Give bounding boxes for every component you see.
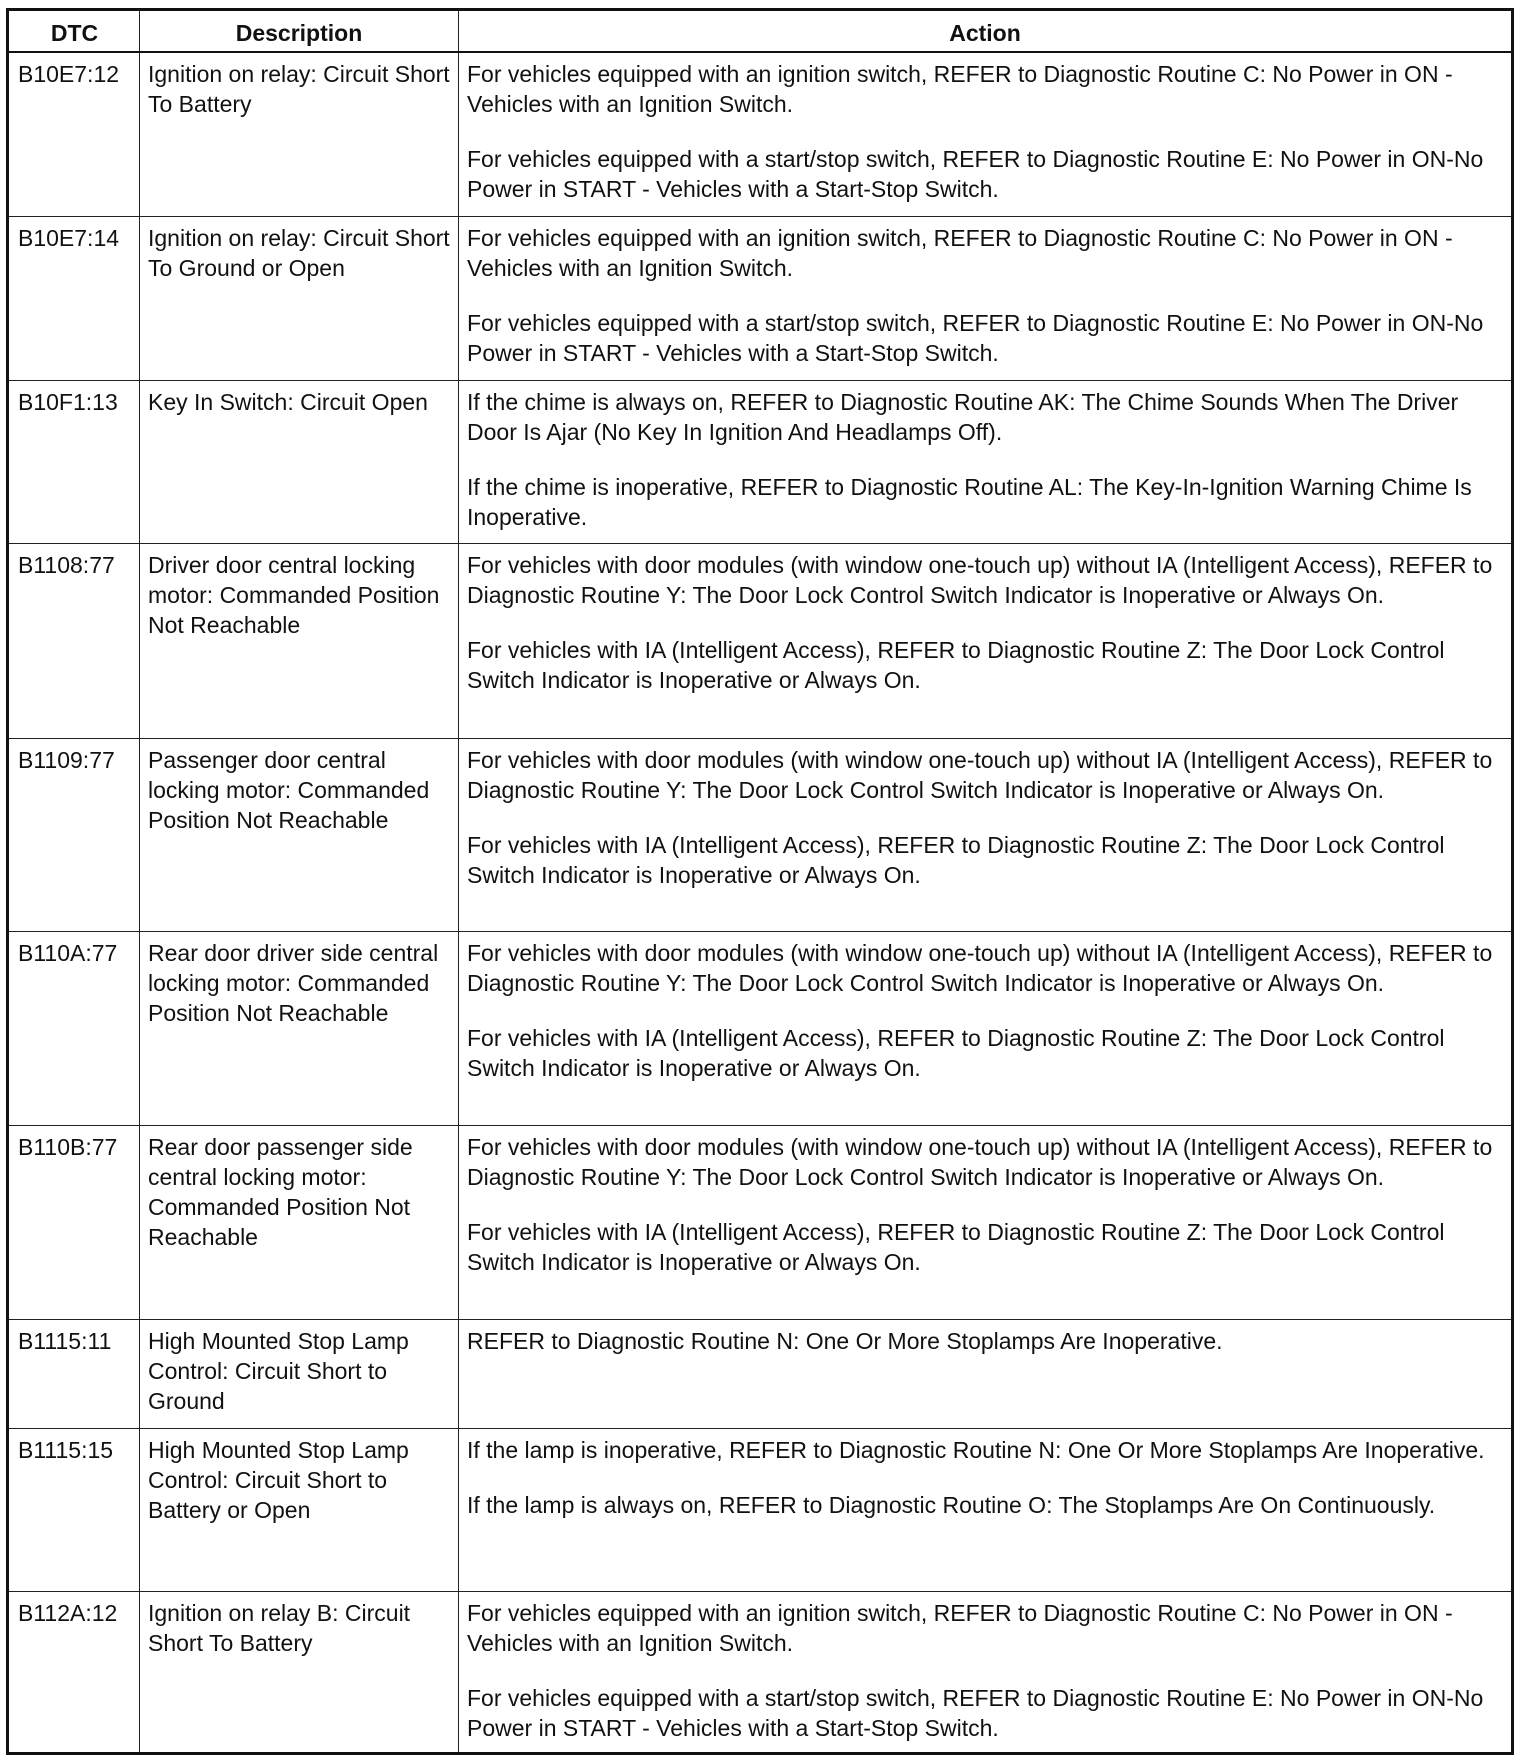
table-row bbox=[8, 216, 1513, 380]
dtc-code: B10E7:12 bbox=[8, 52, 140, 216]
header-dtc: DTC bbox=[8, 10, 140, 53]
action-paragraph: For vehicles equipped with a start/stop switch, REFER to Diagnostic Routine E: No Power in ON-No Power in START - Vehicles with a Start-Stop Switch. bbox=[467, 309, 1484, 366]
table-row bbox=[8, 52, 1513, 216]
action-paragraph: If the chime is always on, REFER to Diagnostic Routine AK: The Chime Sounds When The Driver Door Is Ajar (No Key In Ignition And Headlamps Off). bbox=[467, 388, 1459, 445]
dtc-code: B1115:15 bbox=[8, 1428, 140, 1591]
dtc-action bbox=[459, 1591, 1513, 1753]
dtc-action bbox=[459, 738, 1513, 931]
action-paragraph: For vehicles with IA (Intelligent Access), REFER to Diagnostic Routine Z: The Door Lock Control Switch Indicator is Inoperative or Always On. bbox=[467, 1218, 1445, 1275]
table-row bbox=[8, 543, 1513, 738]
action-paragraph: For vehicles with door modules (with window one-touch up) without IA (Intelligent Access), REFER to Diagnostic Routine Y: The Door Lock Control Switch Indicator is Inoperative or Always On. bbox=[467, 1133, 1493, 1190]
dtc-description: High Mounted Stop Lamp Control: Circuit Short to Battery or Open bbox=[140, 1428, 459, 1591]
dtc-description: Ignition on relay B: Circuit Short To Battery bbox=[140, 1591, 459, 1753]
dtc-code: B1115:11 bbox=[8, 1319, 140, 1428]
header-row bbox=[8, 10, 1513, 53]
dtc-action bbox=[459, 216, 1513, 380]
dtc-description: Ignition on relay: Circuit Short To Ground or Open bbox=[140, 216, 459, 380]
table-row bbox=[8, 1428, 1513, 1591]
action-paragraph: For vehicles with IA (Intelligent Access), REFER to Diagnostic Routine Z: The Door Lock Control Switch Indicator is Inoperative or Always On. bbox=[467, 831, 1445, 888]
dtc-code: B1108:77 bbox=[8, 543, 140, 738]
dtc-action bbox=[459, 543, 1513, 738]
table-row bbox=[8, 1125, 1513, 1319]
dtc-description: High Mounted Stop Lamp Control: Circuit Short to Ground bbox=[140, 1319, 459, 1428]
dtc-code: B10E7:14 bbox=[8, 216, 140, 380]
table-row bbox=[8, 1319, 1513, 1428]
action-paragraph: For vehicles with IA (Intelligent Access), REFER to Diagnostic Routine Z: The Door Lock Control Switch Indicator is Inoperative or Always On. bbox=[467, 1024, 1445, 1081]
dtc-code: B110A:77 bbox=[8, 931, 140, 1125]
action-paragraph: For vehicles equipped with a start/stop switch, REFER to Diagnostic Routine E: No Power in ON-No Power in START - Vehicles with a Start-Stop Switch. bbox=[467, 146, 1484, 202]
action-paragraph: For vehicles with door modules (with window one-touch up) without IA (Intelligent Access), REFER to Diagnostic Routine Y: The Door Lock Control Switch Indicator is Inoperative or Always On. bbox=[467, 939, 1493, 996]
action-paragraph: For vehicles with IA (Intelligent Access), REFER to Diagnostic Routine Z: The Door Lock Control Switch Indicator is Inoperative or Always On. bbox=[467, 636, 1445, 693]
dtc-code: B110B:77 bbox=[8, 1125, 140, 1319]
action-paragraph: For vehicles equipped with an ignition switch, REFER to Diagnostic Routine C: No Power in ON - Vehicles with an Ignition Switch. bbox=[467, 61, 1453, 117]
action-paragraph: For vehicles with door modules (with window one-touch up) without IA (Intelligent Access), REFER to Diagnostic Routine Y: The Door Lock Control Switch Indicator is Inoperative or Always On. bbox=[467, 746, 1493, 803]
dtc-code: B112A:12 bbox=[8, 1591, 140, 1753]
header-action: Action bbox=[459, 10, 1513, 53]
action-paragraph: REFER to Diagnostic Routine N: One Or More Stoplamps Are Inoperative. bbox=[467, 1327, 1223, 1354]
dtc-action bbox=[459, 1319, 1513, 1428]
action-paragraph: If the lamp is inoperative, REFER to Diagnostic Routine N: One Or More Stoplamps Are Inoperative. bbox=[467, 1436, 1485, 1463]
table-row bbox=[8, 380, 1513, 543]
dtc-action bbox=[459, 380, 1513, 543]
action-paragraph: If the chime is inoperative, REFER to Diagnostic Routine AL: The Key-In-Ignition Warning Chime Is Inoperative. bbox=[467, 473, 1472, 530]
action-paragraph: For vehicles with door modules (with window one-touch up) without IA (Intelligent Access), REFER to Diagnostic Routine Y: The Door Lock Control Switch Indicator is Inoperative or Always On. bbox=[467, 551, 1493, 608]
action-paragraph: If the lamp is always on, REFER to Diagnostic Routine O: The Stoplamps Are On Continuously. bbox=[467, 1491, 1436, 1518]
dtc-table bbox=[6, 8, 1514, 1755]
dtc-description: Driver door central locking motor: Commanded Position Not Reachable bbox=[140, 543, 459, 738]
action-paragraph: For vehicles equipped with an ignition switch, REFER to Diagnostic Routine C: No Power in ON - Vehicles with an Ignition Switch. bbox=[467, 224, 1453, 281]
action-paragraph: For vehicles equipped with a start/stop switch, REFER to Diagnostic Routine E: No Power in ON-No Power in START - Vehicles with a Start-Stop Switch. bbox=[467, 1684, 1484, 1741]
header-description: Description bbox=[140, 10, 459, 53]
dtc-action bbox=[459, 52, 1513, 216]
dtc-description: Rear door passenger side central locking motor: Commanded Position Not Reachable bbox=[140, 1125, 459, 1319]
action-paragraph: For vehicles equipped with an ignition switch, REFER to Diagnostic Routine C: No Power in ON - Vehicles with an Ignition Switch. bbox=[467, 1599, 1453, 1656]
dtc-description: Key In Switch: Circuit Open bbox=[140, 380, 459, 543]
dtc-description: Rear door driver side central locking motor: Commanded Position Not Reachable bbox=[140, 931, 459, 1125]
dtc-action bbox=[459, 1125, 1513, 1319]
dtc-code: B10F1:13 bbox=[8, 380, 140, 543]
dtc-description: Ignition on relay: Circuit Short To Battery bbox=[140, 52, 459, 216]
table-row bbox=[8, 738, 1513, 931]
dtc-code: B1109:77 bbox=[8, 738, 140, 931]
dtc-action bbox=[459, 931, 1513, 1125]
dtc-action bbox=[459, 1428, 1513, 1591]
dtc-description: Passenger door central locking motor: Commanded Position Not Reachable bbox=[140, 738, 459, 931]
table-row bbox=[8, 1591, 1513, 1753]
table-row bbox=[8, 931, 1513, 1125]
